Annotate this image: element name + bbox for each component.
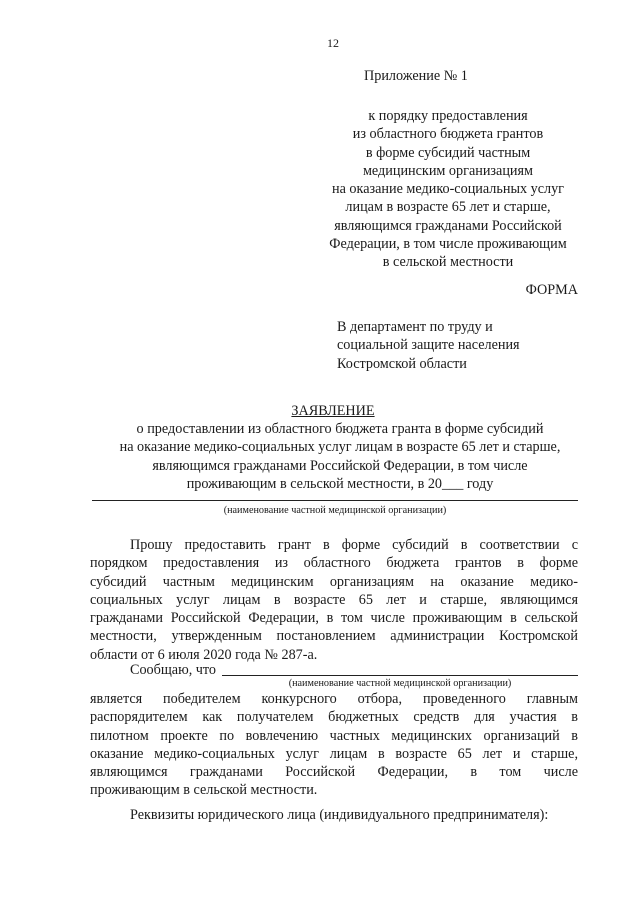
- appendix-note-line: Федерации, в том числе проживающим: [329, 236, 567, 253]
- recipient-block: [337, 318, 520, 373]
- form-label: ФОРМА: [525, 282, 578, 298]
- appendix-note-line: медицинским организациям: [362, 162, 534, 179]
- winner-line: распорядителем как получателем бюджетных средств для участия в: [90, 709, 578, 726]
- appendix-note-line: являющимся гражданами Российской: [334, 217, 562, 234]
- winner-line: оказание медико-социальных услуг лицам в возрасте 65 лет и старше,: [90, 745, 578, 762]
- recipient-line: В департамент по труду и: [337, 319, 493, 335]
- organization-name-blank[interactable]: [92, 500, 578, 501]
- inform-organization-caption: (наименование частной медицинской организации): [288, 678, 512, 689]
- request-paragraph: [90, 536, 578, 664]
- appendix-note-line: в форме субсидий частным: [365, 144, 531, 161]
- appendix-note-line: из областного бюджета грантов: [352, 126, 544, 143]
- request-line: Прошу предоставить грант в форме субсидий в соответствии с: [130, 537, 578, 553]
- statement-subtitle-line: на оказание медико-социальных услуг лицам в возрасте 65 лет и старше,: [119, 439, 561, 456]
- recipient-line: Костромской области: [337, 355, 467, 372]
- appendix-note-line: в сельской местности: [382, 254, 514, 271]
- appendix-note-line: лицам в возрасте 65 лет и старше,: [345, 199, 551, 216]
- appendix-note-line: на оказание медико-социальных услуг: [331, 181, 565, 198]
- statement-subtitle: [60, 420, 620, 493]
- inform-prefix: Сообщаю, что: [130, 662, 217, 678]
- request-line: гражданами Российской Федерации, в том числе проживающим в сельской: [90, 610, 578, 627]
- request-line: субсидий частным медицинским организациям на оказание медико-: [90, 573, 578, 590]
- request-line: порядком предоставления из областного бюджета грантов в форме: [90, 555, 578, 572]
- recipient-line: социальной защите населения: [337, 337, 520, 354]
- request-line: области от 6 июля 2020 года № 287-а.: [90, 646, 318, 663]
- statement-subtitle-line: являющимся гражданами Российской Федерации, в том числе: [152, 457, 528, 474]
- requisites-heading: Реквизиты юридического лица (индивидуального предпринимателя):: [130, 807, 549, 823]
- appendix-title: Приложение № 1: [364, 68, 468, 84]
- winner-paragraph: [90, 690, 578, 800]
- appendix-note-line: к порядку предоставления: [368, 108, 528, 124]
- winner-line: проживающим в сельской местности.: [90, 782, 318, 799]
- winner-line: является победителем конкурсного отбора, проведенного главным: [90, 691, 578, 707]
- organization-name-caption: (наименование частной медицинской организации): [223, 505, 447, 516]
- statement-title: ЗАЯВЛЕНИЕ: [291, 403, 375, 419]
- statement-subtitle-line: проживающим в сельской местности, в 20___ году: [186, 475, 494, 492]
- statement-subtitle-line: о предоставлении из областного бюджета гранта в форме субсидий: [136, 421, 544, 437]
- inform-organization-blank[interactable]: [222, 675, 578, 676]
- appendix-note: [268, 107, 628, 272]
- winner-line: являющимся гражданами Российской Федерации, в том числе: [90, 764, 578, 781]
- request-line: социальных услуг лицам в возрасте 65 лет и старше, являющимся: [90, 591, 578, 608]
- request-line: местности, утвержденным постановлением администрации Костромской: [90, 628, 578, 645]
- winner-line: пилотном проекте по вовлечению частных медицинских организаций в: [90, 727, 578, 744]
- page-number: 12: [327, 36, 339, 50]
